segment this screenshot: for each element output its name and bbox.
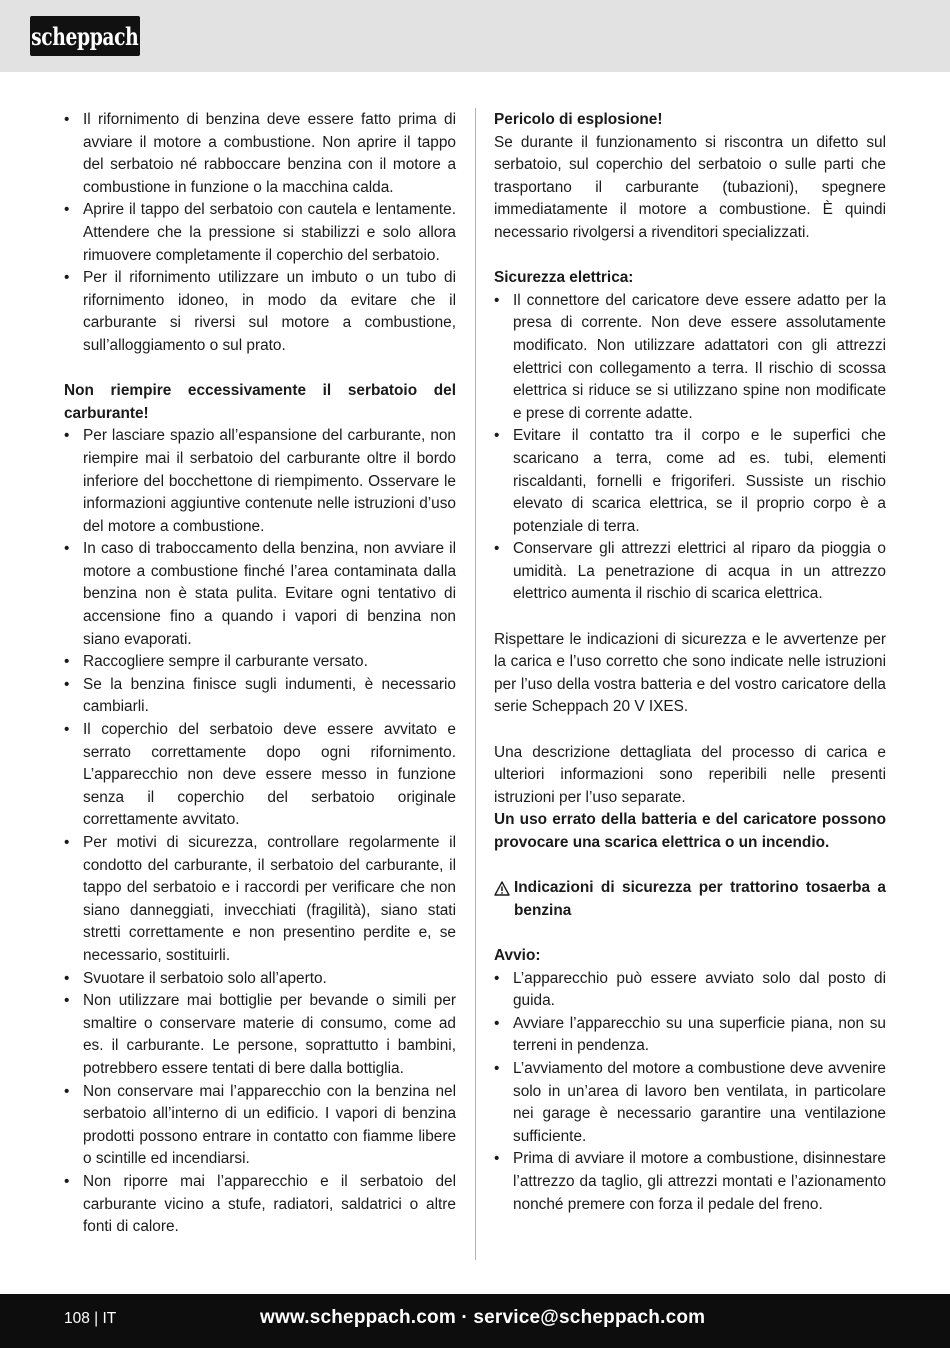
page-number: 108 | IT: [64, 1310, 117, 1327]
column-divider: [475, 108, 476, 1260]
electric-heading: Sicurezza elettrica:: [494, 269, 634, 287]
left-column: [64, 109, 456, 1239]
description-paragraph: Una descrizione dettagliata del processo di carica e ulteriori informazioni sono reperibili nelle presenti istruzioni per l’uso separate.: [494, 743, 886, 806]
list-item: • Non riporre mai l’apparecchio e il serbatoio del carburante vicino a stufe, radiatori, saldatrici o altre fonti di calore.: [64, 1171, 456, 1239]
overfill-list: [64, 425, 456, 1238]
list-item: • Evitare il contatto tra il corpo e le superfici che scaricano a terra, come ad es. tubi, elementi riscaldanti, fornelli e frigoriferi. Sussiste un rischio elevato di scarica elettrica, se il proprio corpo è a potenziale di terra.: [494, 425, 886, 538]
list-item: • Conservare gli attrezzi elettrici al riparo da pioggia o umidità. La penetrazione di acqua in un attrezzo elettrico aumenta il rischio di scarica elettrica.: [494, 538, 886, 606]
footer-bar: [0, 1294, 950, 1348]
tractor-safety-heading: [494, 877, 886, 922]
list-item: • Non conservare mai l’apparecchio con la benzina nel serbatoio all’interno di un edificio. I vapori di benzina prodotti possono entrare in contatto con fiamme libere o scintille ed incendiarsi.: [64, 1081, 456, 1171]
battery-paragraph: Rispettare le indicazioni di sicurezza e le avvertenze per la carica e l’uso corretto che sono indicate nelle istruzioni per l’uso della vostra batteria e del vostro caricatore della serie Scheppach 20 V IXES.: [494, 630, 886, 716]
explosion-heading: Pericolo di esplosione!: [494, 111, 663, 128]
warning-triangle-icon: [494, 881, 510, 896]
list-item: • Per il rifornimento utilizzare un imbuto o un tubo di rifornimento idoneo, in modo da evitare che il carburante si riversi sul motore a combustione, sull’alloggiamento o sul prato.: [64, 267, 456, 357]
brand-logo: [30, 16, 140, 56]
header-bar: [0, 0, 950, 72]
list-item: • Prima di avviare il motore a combustione, disinnestare l’attrezzo da taglio, gli attrezzi montati e l’azionamento nonché premere con forza il pedale del freno.: [494, 1148, 886, 1216]
right-column: [494, 109, 886, 1216]
list-item: • Se la benzina finisce sugli indumenti, è necessario cambiarli.: [64, 674, 456, 719]
brand-logo-text: scheppach: [31, 21, 139, 51]
electric-list: [494, 290, 886, 606]
section-heading: Non riempire eccessivamente il serbatoio del carburante!: [64, 382, 456, 422]
list-item: • L’avviamento del motore a combustione deve avvenire solo in un’area di lavoro ben ventilata, in particolare nei garage è necessario garantire una ventilazione sufficiente.: [494, 1058, 886, 1148]
list-item: • Per lasciare spazio all’espansione del carburante, non riempire mai il serbatoio del carburante oltre il bordo inferiore del bocchettone di riempimento. Osservare le informazioni aggiuntive contenute nelle istruzioni d’uso del motore a combustione.: [64, 425, 456, 538]
list-item: • Il rifornimento di benzina deve essere fatto prima di avviare il motore a combustione. Non aprire il tappo del serbatoio né rabboccare benzina con il motore a combustione in funzione o la macchina calda.: [64, 109, 456, 199]
list-item: • Il connettore del caricatore deve essere adatto per la presa di corrente. Non deve essere assolutamente modificato. Non utilizzare adattatori con gli attrezzi elettrici con collegamento a terra. Il rischio di scossa elettrica si riduce se si utilizzano spine non modificate e prese di corrente adatte.: [494, 290, 886, 426]
list-item: • Avviare l’apparecchio su una superficie piana, non su terreni in pendenza.: [494, 1013, 886, 1058]
list-item: • In caso di traboccamento della benzina, non avviare il motore a combustione finché l’area contaminata dalla benzina non è stata pulita. Evitare ogni tentativo di accensione fino a quando i vapori di benzina non siano evaporati.: [64, 538, 456, 651]
tractor-safety-heading-text: Indicazioni di sicurezza per trattorino tosaerba a benzina: [514, 879, 886, 919]
list-item: • Raccogliere sempre il carburante versato.: [64, 651, 456, 674]
start-list: [494, 968, 886, 1217]
contact-link[interactable]: www.scheppach.com · service@scheppach.com: [260, 1307, 706, 1328]
list-item: • Aprire il tappo del serbatoio con cautela e lentamente. Attendere che la pressione si stabilizzi e solo allora rimuovere completamente il coperchio del serbatoio.: [64, 199, 456, 267]
list-item: • Per motivi di sicurezza, controllare regolarmente il condotto del carburante, il serbatoio del carburante, il tappo del serbatoio e i raccordi per verificare che non siano danneggiati, invecchiati (fragilità), siano stati stretti correttamente e non presentino perdite e, se necessario, sostituirli.: [64, 832, 456, 968]
start-heading: Avvio:: [494, 946, 541, 964]
list-item: • Il coperchio del serbatoio deve essere avvitato e serrato correttamente dopo ogni rifornimento. L’apparecchio non deve essere messo in funzione senza il coperchio del serbatoio originale correttamente avvitato.: [64, 719, 456, 832]
warning-paragraph: Un uso errato della batteria e del caricatore possono provocare una scarica elettrica o un incendio.: [494, 811, 886, 851]
fuel-refill-list: [64, 109, 456, 358]
list-item: • L’apparecchio può essere avviato solo dal posto di guida.: [494, 968, 886, 1013]
explosion-text: Se durante il funzionamento si riscontra un difetto sul serbatoio, sul coperchio del serbatoio o sulle parti che trasportano il carburante (tubazioni), spegnere immediatamente il motore a combustione. È quindi necessario rivolgersi a rivenditori specializzati.: [494, 133, 886, 241]
list-item: • Non utilizzare mai bottiglie per bevande o simili per smaltire o conservare materie di consumo, come ad es. il carburante. Le persone, soprattutto i bambini, potrebbero essere tentati di bere dalla bottiglia.: [64, 990, 456, 1080]
list-item: • Svuotare il serbatoio solo all’aperto.: [64, 968, 456, 991]
